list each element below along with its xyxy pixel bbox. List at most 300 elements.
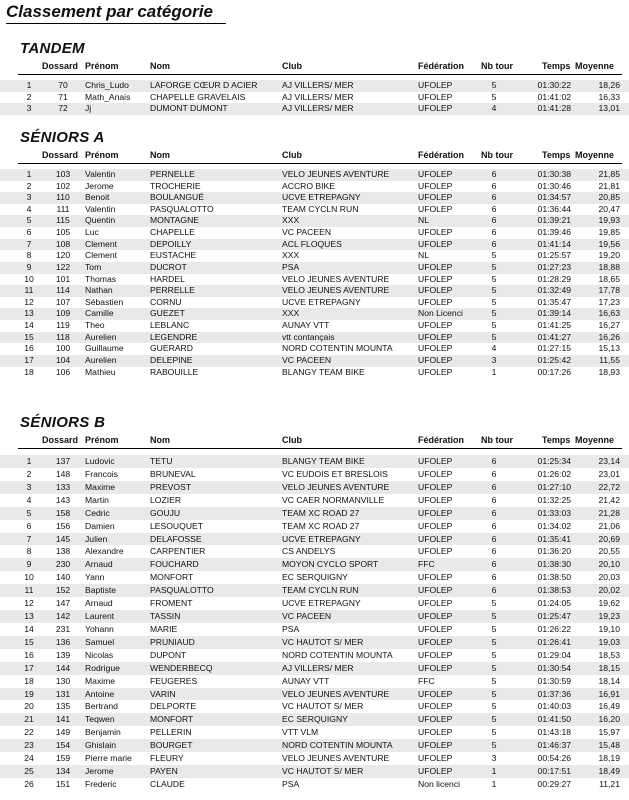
club-cell: ACL FLOQUES bbox=[282, 238, 342, 249]
moyenne-cell: 20,02 bbox=[598, 585, 620, 596]
prenom-cell: Maxime bbox=[85, 481, 116, 492]
rank-cell: 13 bbox=[24, 308, 34, 319]
moyenne-cell: 15,97 bbox=[598, 727, 620, 738]
nom-cell: PREVOST bbox=[150, 481, 192, 492]
prenom-cell: Mathieu bbox=[85, 366, 116, 377]
moyenne-cell: 21,06 bbox=[598, 520, 620, 531]
table-row bbox=[0, 726, 629, 739]
federation-cell: UFOLEP bbox=[418, 366, 453, 377]
temps-cell: 01:27:23 bbox=[537, 261, 571, 272]
moyenne-cell: 22,72 bbox=[598, 481, 620, 492]
temps-cell: 01:25:57 bbox=[537, 250, 571, 261]
federation-cell: UFOLEP bbox=[418, 354, 453, 365]
table-row bbox=[0, 610, 629, 623]
temps-cell: 01:36:44 bbox=[537, 203, 571, 214]
club-cell: VC HAUTOT S/ MER bbox=[282, 766, 364, 777]
temps-cell: 01:41:25 bbox=[537, 320, 571, 331]
dossard-cell: 139 bbox=[55, 649, 71, 660]
nom-cell: GUEZET bbox=[150, 308, 185, 319]
prenom-cell: Valentin bbox=[85, 169, 116, 179]
club-cell: VC CAER NORMANVILLE bbox=[282, 494, 385, 505]
dossard-cell: 142 bbox=[55, 611, 71, 622]
federation-cell: UFOLEP bbox=[418, 520, 453, 531]
nom-cell: LESOUQUET bbox=[150, 520, 204, 531]
nb-tour-cell: 5 bbox=[491, 285, 497, 296]
temps-cell: 01:39:46 bbox=[537, 227, 571, 238]
nb-tour-cell: 5 bbox=[491, 611, 497, 622]
club-cell: NORD COTENTIN MOUNTA bbox=[282, 343, 393, 354]
temps-cell: 01:32:49 bbox=[537, 285, 571, 296]
federation-cell: Non Licenci bbox=[418, 308, 463, 319]
rank-cell: 23 bbox=[24, 740, 34, 751]
prenom-cell: Pierre marie bbox=[85, 753, 132, 764]
moyenne-cell: 19,56 bbox=[598, 238, 620, 249]
rank-cell: 19 bbox=[24, 688, 34, 699]
prenom-cell: Aurelien bbox=[85, 354, 117, 365]
club-cell: AUNAY VTT bbox=[282, 320, 330, 331]
table-header bbox=[0, 150, 629, 163]
prenom-cell: Frederic bbox=[85, 779, 117, 789]
temps-cell: 01:33:03 bbox=[537, 507, 571, 518]
dossard-cell: 140 bbox=[55, 572, 71, 583]
table-row bbox=[0, 169, 629, 181]
rank-cell: 8 bbox=[26, 546, 32, 557]
prenom-cell: Laurent bbox=[85, 611, 115, 622]
table-row bbox=[0, 584, 629, 597]
prenom-cell: Antoine bbox=[85, 688, 115, 699]
moyenne-cell: 17,78 bbox=[598, 285, 620, 296]
nom-cell: VARIN bbox=[150, 688, 176, 699]
table-row bbox=[0, 204, 629, 216]
federation-cell: UFOLEP bbox=[418, 468, 453, 479]
club-cell: AJ VILLERS/ MER bbox=[282, 662, 354, 673]
rank-cell: 9 bbox=[26, 559, 32, 570]
prenom-cell: Julien bbox=[85, 533, 108, 544]
moyenne-cell: 18,26 bbox=[598, 80, 620, 90]
prenom-cell: Chris_Ludo bbox=[85, 80, 129, 90]
rank-cell: 21 bbox=[24, 714, 34, 725]
federation-cell: FFC bbox=[418, 675, 435, 686]
club-cell: NORD COTENTIN MOUNTA bbox=[282, 649, 393, 660]
prenom-cell: Damien bbox=[85, 520, 115, 531]
prenom-cell: Rodrigue bbox=[85, 662, 120, 673]
nb-tour-cell: 5 bbox=[491, 331, 497, 342]
federation-cell: UFOLEP bbox=[418, 320, 453, 331]
nom-cell: PASQUALOTTO bbox=[150, 585, 214, 596]
table-row bbox=[0, 623, 629, 636]
nom-cell: MONFORT bbox=[150, 714, 194, 725]
nom-cell: FEUGERES bbox=[150, 675, 198, 686]
rank-cell: 12 bbox=[24, 296, 34, 307]
temps-cell: 01:41:14 bbox=[537, 238, 571, 249]
rank-cell: 18 bbox=[24, 366, 34, 377]
rank-cell: 24 bbox=[24, 753, 34, 764]
header-temps: Temps bbox=[542, 61, 571, 71]
prenom-cell: Arnaud bbox=[85, 598, 113, 609]
federation-cell: Non licenci bbox=[418, 779, 461, 789]
nom-cell: DUCROT bbox=[150, 261, 187, 272]
federation-cell: UFOLEP bbox=[418, 611, 453, 622]
prenom-cell: Theo bbox=[85, 320, 105, 331]
dossard-cell: 119 bbox=[56, 320, 70, 331]
nom-cell: DUMONT DUMONT bbox=[150, 103, 228, 114]
federation-cell: UFOLEP bbox=[418, 507, 453, 518]
nb-tour-cell: 5 bbox=[491, 701, 497, 712]
nom-cell: PRUNIAUD bbox=[150, 636, 195, 647]
federation-cell: UFOLEP bbox=[418, 727, 453, 738]
table-row bbox=[0, 571, 629, 584]
table-row bbox=[0, 308, 629, 320]
federation-cell: UFOLEP bbox=[418, 456, 453, 466]
moyenne-cell: 18,15 bbox=[598, 662, 620, 673]
club-cell: UCVE ETREPAGNY bbox=[282, 296, 361, 307]
moyenne-cell: 18,49 bbox=[598, 766, 620, 777]
dossard-cell: 158 bbox=[55, 507, 71, 518]
temps-cell: 01:37:36 bbox=[537, 688, 571, 699]
dossard-cell: 143 bbox=[55, 494, 71, 505]
moyenne-cell: 15,13 bbox=[598, 343, 620, 354]
dossard-cell: 115 bbox=[56, 215, 70, 226]
rank-cell: 6 bbox=[26, 227, 32, 238]
header-nom: Nom bbox=[150, 435, 170, 445]
section-title: SÉNIORS B bbox=[20, 414, 106, 431]
nom-cell: CARPENTIER bbox=[150, 546, 206, 557]
nb-tour-cell: 5 bbox=[491, 623, 497, 634]
temps-cell: 01:41:28 bbox=[537, 103, 571, 114]
moyenne-cell: 21,85 bbox=[598, 169, 620, 179]
federation-cell: UFOLEP bbox=[418, 546, 453, 557]
rank-cell: 20 bbox=[24, 701, 34, 712]
club-cell: NORD COTENTIN MOUNTA bbox=[282, 740, 393, 751]
rank-cell: 7 bbox=[26, 533, 32, 544]
prenom-cell: Camille bbox=[85, 308, 114, 319]
federation-cell: NL bbox=[418, 215, 429, 226]
table-row bbox=[0, 558, 629, 571]
federation-cell: UFOLEP bbox=[418, 238, 453, 249]
moyenne-cell: 19,23 bbox=[598, 611, 620, 622]
nom-cell: BOURGET bbox=[150, 740, 193, 751]
dossard-cell: 145 bbox=[55, 533, 71, 544]
page-title: Classement par catégorie bbox=[6, 2, 226, 24]
temps-cell: 01:26:02 bbox=[537, 468, 571, 479]
temps-cell: 01:43:18 bbox=[537, 727, 571, 738]
nb-tour-cell: 6 bbox=[491, 520, 497, 531]
federation-cell: UFOLEP bbox=[418, 261, 453, 272]
nb-tour-cell: 6 bbox=[491, 227, 497, 238]
nom-cell: MONTAGNE bbox=[150, 215, 200, 226]
rank-cell: 15 bbox=[24, 636, 34, 647]
prenom-cell: Yann bbox=[85, 572, 105, 583]
moyenne-cell: 18,93 bbox=[598, 366, 620, 377]
table-header bbox=[0, 435, 629, 448]
club-cell: VC PACEEN bbox=[282, 611, 332, 622]
federation-cell: UFOLEP bbox=[418, 649, 453, 660]
dossard-cell: 134 bbox=[55, 766, 71, 777]
nom-cell: CHAPELLE GRAVELAIS bbox=[150, 91, 246, 102]
prenom-cell: Maxime bbox=[85, 675, 116, 686]
prenom-cell: Ludovic bbox=[85, 456, 115, 466]
dossard-cell: 154 bbox=[55, 740, 71, 751]
club-cell: vtt contançais bbox=[282, 331, 335, 342]
nb-tour-cell: 5 bbox=[491, 649, 497, 660]
nb-tour-cell: 6 bbox=[491, 169, 497, 179]
federation-cell: UFOLEP bbox=[418, 766, 453, 777]
nb-tour-cell: 6 bbox=[491, 456, 497, 466]
header-moyenne: Moyenne bbox=[575, 435, 615, 445]
nb-tour-cell: 5 bbox=[491, 273, 497, 284]
nom-cell: PERRELLE bbox=[150, 285, 195, 296]
dossard-cell: 159 bbox=[55, 753, 71, 764]
header-dossard: Dossard bbox=[42, 150, 79, 160]
club-cell: BLANGY TEAM BIKE bbox=[282, 366, 365, 377]
nom-cell: HARDEL bbox=[150, 273, 185, 284]
table-row bbox=[0, 332, 629, 344]
dossard-cell: 131 bbox=[55, 688, 71, 699]
table-row bbox=[0, 239, 629, 251]
nb-tour-cell: 6 bbox=[491, 546, 497, 557]
nb-tour-cell: 5 bbox=[491, 320, 497, 331]
table-row bbox=[0, 227, 629, 239]
federation-cell: FFC bbox=[418, 559, 435, 570]
prenom-cell: Martin bbox=[85, 494, 109, 505]
header-nom: Nom bbox=[150, 150, 170, 160]
club-cell: ACCRO BIKE bbox=[282, 180, 336, 191]
table-row bbox=[0, 778, 629, 791]
table-header bbox=[0, 61, 629, 74]
temps-cell: 01:39:21 bbox=[537, 215, 571, 226]
club-cell: PSA bbox=[282, 623, 300, 634]
table-row bbox=[0, 700, 629, 713]
moyenne-cell: 18,53 bbox=[598, 649, 620, 660]
header-club: Club bbox=[282, 435, 302, 445]
nom-cell: CHAPELLE bbox=[150, 227, 195, 238]
table-row bbox=[0, 274, 629, 286]
club-cell: VELO JEUNES AVENTURE bbox=[282, 285, 390, 296]
dossard-cell: 72 bbox=[58, 103, 68, 114]
temps-cell: 01:30:38 bbox=[537, 169, 571, 179]
dossard-cell: 135 bbox=[55, 701, 71, 712]
temps-cell: 01:36:20 bbox=[537, 546, 571, 557]
club-cell: UCVE ETREPAGNY bbox=[282, 533, 361, 544]
table-row bbox=[0, 752, 629, 765]
table-row bbox=[0, 494, 629, 507]
club-cell: XXX bbox=[282, 308, 300, 319]
prenom-cell: Arnaud bbox=[85, 559, 113, 570]
prenom-cell: Clement bbox=[85, 250, 117, 261]
dossard-cell: 108 bbox=[55, 238, 71, 249]
moyenne-cell: 23,01 bbox=[598, 468, 620, 479]
moyenne-cell: 19,10 bbox=[598, 623, 620, 634]
club-cell: EC SERQUIGNY bbox=[282, 714, 348, 725]
nb-tour-cell: 6 bbox=[491, 192, 497, 203]
nb-tour-cell: 5 bbox=[491, 636, 497, 647]
table-row bbox=[0, 320, 629, 332]
nom-cell: TETU bbox=[150, 456, 173, 466]
club-cell: VC HAUTOT S/ MER bbox=[282, 636, 364, 647]
prenom-cell: Jj bbox=[85, 103, 92, 114]
nom-cell: CLAUDE bbox=[150, 779, 185, 789]
moyenne-cell: 19,03 bbox=[598, 636, 620, 647]
federation-cell: UFOLEP bbox=[418, 623, 453, 634]
nb-tour-cell: 5 bbox=[491, 80, 497, 90]
dossard-cell: 148 bbox=[55, 468, 71, 479]
nb-tour-cell: 6 bbox=[491, 494, 497, 505]
temps-cell: 01:38:53 bbox=[537, 585, 571, 596]
table-row bbox=[0, 688, 629, 701]
temps-cell: 01:27:10 bbox=[537, 481, 571, 492]
club-cell: AUNAY VTT bbox=[282, 675, 330, 686]
prenom-cell: Samuel bbox=[85, 636, 115, 647]
federation-cell: NL bbox=[418, 250, 429, 261]
header-moyenne: Moyenne bbox=[575, 61, 615, 71]
header-divider bbox=[18, 448, 622, 449]
temps-cell: 01:25:42 bbox=[537, 354, 571, 365]
club-cell: BLANGY TEAM BIKE bbox=[282, 456, 365, 466]
rank-cell: 2 bbox=[26, 91, 32, 102]
nb-tour-cell: 6 bbox=[491, 203, 497, 214]
temps-cell: 01:26:41 bbox=[537, 636, 571, 647]
rank-cell: 17 bbox=[24, 354, 34, 365]
table-row bbox=[0, 250, 629, 262]
nb-tour-cell: 5 bbox=[491, 675, 497, 686]
nb-tour-cell: 5 bbox=[491, 727, 497, 738]
dossard-cell: 71 bbox=[58, 91, 68, 102]
federation-cell: UFOLEP bbox=[418, 169, 453, 179]
dossard-cell: 109 bbox=[55, 308, 71, 319]
rank-cell: 22 bbox=[24, 727, 34, 738]
table-row bbox=[0, 636, 629, 649]
prenom-cell: Jerome bbox=[85, 766, 114, 777]
dossard-cell: 107 bbox=[55, 296, 71, 307]
rank-cell: 5 bbox=[26, 215, 32, 226]
temps-cell: 00:29:27 bbox=[537, 779, 571, 789]
club-cell: VELO JEUNES AVENTURE bbox=[282, 273, 390, 284]
moyenne-cell: 13,01 bbox=[598, 103, 620, 114]
rank-cell: 25 bbox=[24, 766, 34, 777]
nb-tour-cell: 5 bbox=[491, 250, 497, 261]
dossard-cell: 136 bbox=[55, 636, 71, 647]
federation-cell: UFOLEP bbox=[418, 203, 453, 214]
rank-cell: 17 bbox=[24, 662, 34, 673]
prenom-cell: Teqwen bbox=[85, 714, 115, 725]
header-federation: Fédération bbox=[418, 150, 465, 160]
federation-cell: UFOLEP bbox=[418, 192, 453, 203]
moyenne-cell: 16,91 bbox=[598, 688, 620, 699]
section-title: TANDEM bbox=[20, 40, 85, 57]
prenom-cell: Yohann bbox=[85, 623, 114, 634]
rank-cell: 18 bbox=[24, 675, 34, 686]
dossard-cell: 130 bbox=[55, 675, 71, 686]
temps-cell: 01:38:30 bbox=[537, 559, 571, 570]
dossard-cell: 156 bbox=[55, 520, 71, 531]
prenom-cell: Alexandre bbox=[85, 546, 124, 557]
club-cell: VC HAUTOT S/ MER bbox=[282, 701, 364, 712]
prenom-cell: Valentin bbox=[85, 203, 116, 214]
temps-cell: 01:34:02 bbox=[537, 520, 571, 531]
nom-cell: GOUJU bbox=[150, 507, 181, 518]
temps-cell: 01:41:50 bbox=[537, 714, 571, 725]
moyenne-cell: 16,33 bbox=[598, 91, 620, 102]
dossard-cell: 120 bbox=[55, 250, 71, 261]
club-cell: UCVE ETREPAGNY bbox=[282, 598, 361, 609]
federation-cell: UFOLEP bbox=[418, 180, 453, 191]
nom-cell: DEPOILLY bbox=[150, 238, 192, 249]
nb-tour-cell: 6 bbox=[491, 585, 497, 596]
table-row bbox=[0, 520, 629, 533]
club-cell: TEAM XC ROAD 27 bbox=[282, 507, 360, 518]
rank-cell: 7 bbox=[26, 238, 32, 249]
moyenne-cell: 15,48 bbox=[598, 740, 620, 751]
club-cell: CS ANDELYS bbox=[282, 546, 336, 557]
rank-cell: 1 bbox=[26, 80, 32, 90]
rank-cell: 14 bbox=[24, 623, 34, 634]
nom-cell: MARIE bbox=[150, 623, 178, 634]
federation-cell: UFOLEP bbox=[418, 753, 453, 764]
header-nb-tour: Nb tour bbox=[481, 61, 513, 71]
nb-tour-cell: 3 bbox=[491, 753, 497, 764]
header-dossard: Dossard bbox=[42, 435, 79, 445]
prenom-cell: Bertrand bbox=[85, 701, 118, 712]
prenom-cell: Baptiste bbox=[85, 585, 117, 596]
club-cell: XXX bbox=[282, 250, 300, 261]
dossard-cell: 137 bbox=[55, 456, 71, 466]
moyenne-cell: 18,88 bbox=[598, 261, 620, 272]
rank-cell: 1 bbox=[26, 169, 32, 179]
table-row bbox=[0, 80, 629, 92]
club-cell: VELO JEUNES AVENTURE bbox=[282, 481, 390, 492]
temps-cell: 01:24:05 bbox=[537, 598, 571, 609]
table-row bbox=[0, 367, 629, 379]
table-row bbox=[0, 103, 629, 115]
nb-tour-cell: 6 bbox=[491, 481, 497, 492]
dossard-cell: 101 bbox=[55, 273, 71, 284]
dossard-cell: 111 bbox=[56, 203, 70, 214]
temps-cell: 01:29:04 bbox=[537, 649, 571, 660]
dossard-cell: 230 bbox=[55, 559, 71, 570]
club-cell: AJ VILLERS/ MER bbox=[282, 80, 354, 90]
nb-tour-cell: 6 bbox=[491, 238, 497, 249]
rank-cell: 11 bbox=[24, 285, 34, 296]
federation-cell: UFOLEP bbox=[418, 343, 453, 354]
rank-cell: 6 bbox=[26, 520, 32, 531]
dossard-cell: 141 bbox=[55, 714, 71, 725]
header-dossard: Dossard bbox=[42, 61, 79, 71]
nom-cell: TASSIN bbox=[150, 611, 181, 622]
moyenne-cell: 21,28 bbox=[598, 507, 620, 518]
rank-cell: 3 bbox=[26, 481, 32, 492]
federation-cell: UFOLEP bbox=[418, 714, 453, 725]
temps-cell: 01:30:46 bbox=[537, 180, 571, 191]
moyenne-cell: 23,14 bbox=[598, 456, 620, 466]
nb-tour-cell: 1 bbox=[491, 366, 497, 377]
federation-cell: UFOLEP bbox=[418, 296, 453, 307]
temps-cell: 01:30:22 bbox=[537, 80, 571, 90]
temps-cell: 00:17:26 bbox=[537, 366, 571, 377]
rank-cell: 14 bbox=[24, 320, 34, 331]
table-row bbox=[0, 533, 629, 546]
rank-cell: 5 bbox=[26, 507, 32, 518]
prenom-cell: Nathan bbox=[85, 285, 113, 296]
federation-cell: UFOLEP bbox=[418, 285, 453, 296]
temps-cell: 01:30:54 bbox=[537, 662, 571, 673]
nom-cell: BOULANGUÉ bbox=[150, 192, 204, 203]
moyenne-cell: 17,23 bbox=[598, 296, 620, 307]
nb-tour-cell: 6 bbox=[491, 180, 497, 191]
temps-cell: 00:17:51 bbox=[537, 766, 571, 777]
rank-cell: 3 bbox=[26, 103, 32, 114]
header-nom: Nom bbox=[150, 61, 170, 71]
club-cell: VELO JEUNES AVENTURE bbox=[282, 753, 390, 764]
